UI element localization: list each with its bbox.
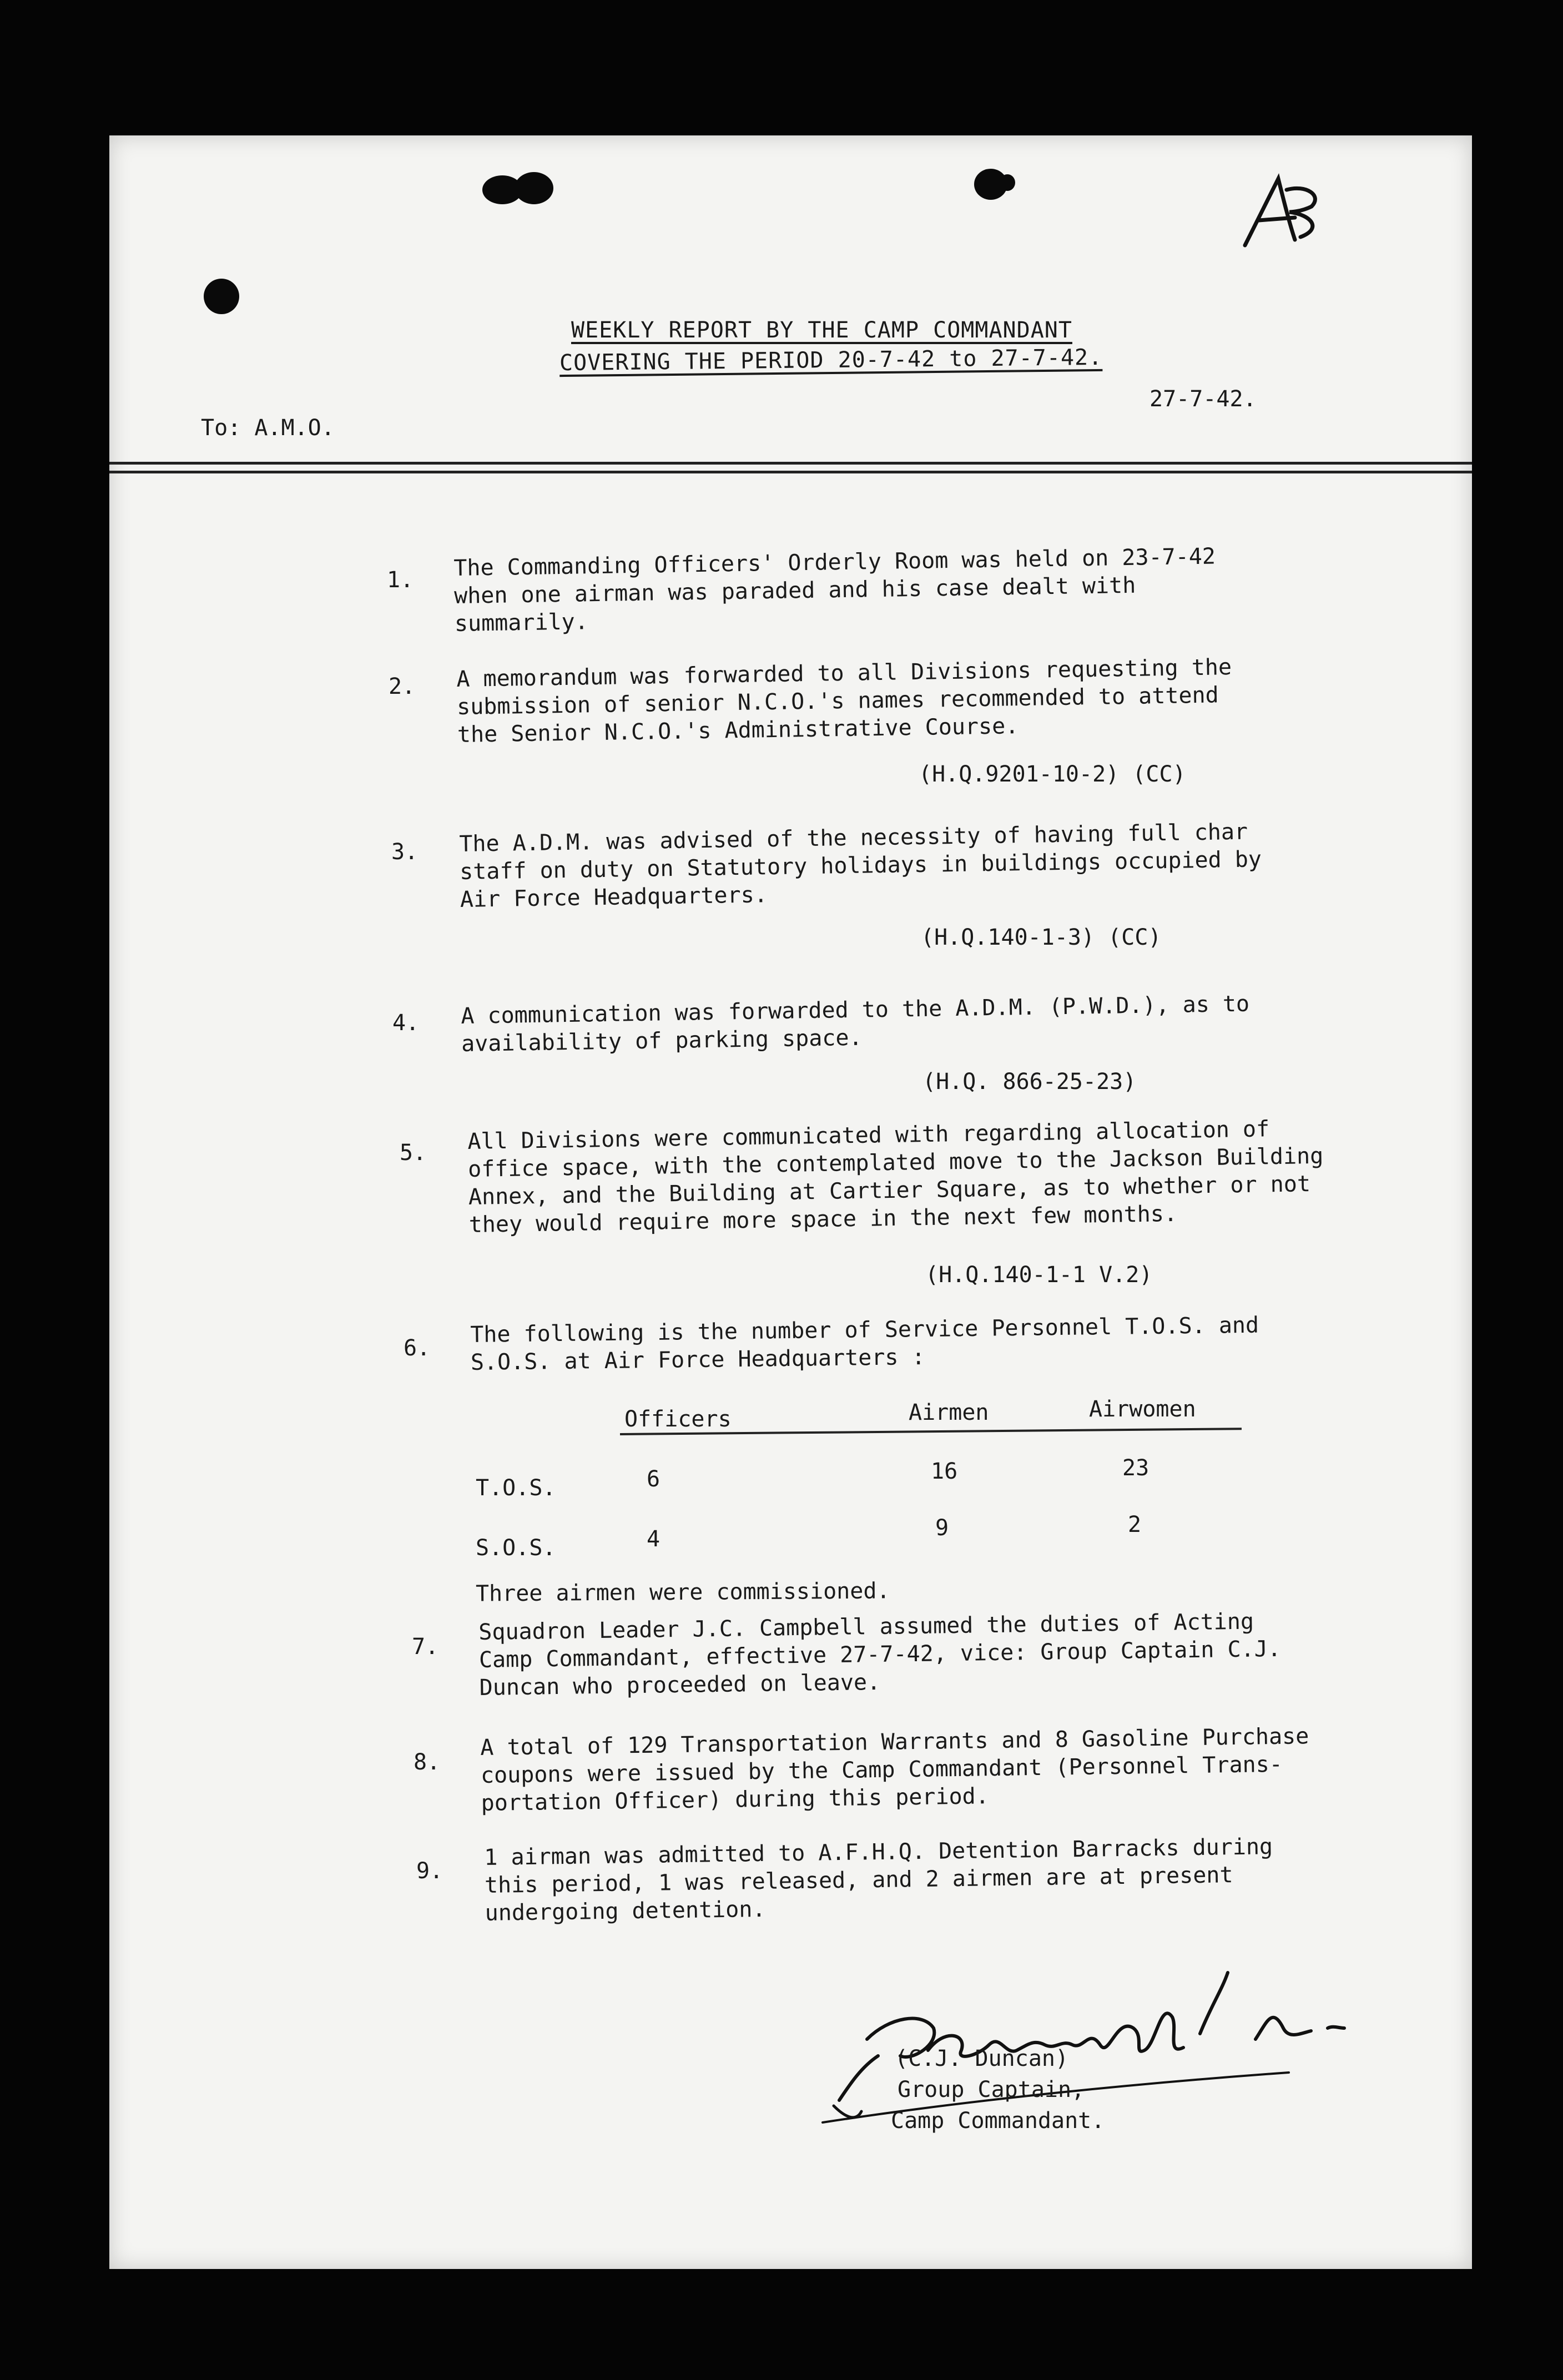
text-line: summarily.: [454, 609, 589, 637]
text-line: this period, 1 was released, and 2 airmen are at present: [484, 1862, 1233, 1898]
item-number: 2.: [389, 674, 416, 699]
text-line: submission of senior N.C.O.'s names recommended to attend: [456, 682, 1219, 720]
text-line: 1 airman was admitted to A.F.H.Q. Detention Barracks during: [484, 1834, 1273, 1870]
ink-blotch: [1000, 174, 1015, 191]
text-line: coupons were issued by the Camp Commandant (Personnel Trans-: [480, 1751, 1283, 1788]
divider-rule: [109, 471, 1472, 473]
text-line: A communication was forwarded to the A.D.M. (P.W.D.), as to: [461, 991, 1250, 1029]
item-9-text: [484, 1833, 1274, 1927]
cell-tos-officers: 6: [647, 1466, 661, 1492]
item-7-text: [478, 1607, 1282, 1702]
report-title-line2: COVERING THE PERIOD 20-7-42 to 27-7-42.: [559, 344, 1103, 376]
text-line: All Divisions were communicated with regarding allocation of: [467, 1116, 1270, 1154]
item-1-text: [453, 542, 1217, 638]
text-line: Annex, and the Building at Cartier Square, as to whether or not: [468, 1171, 1311, 1210]
text-line: Duncan who proceeded on leave.: [479, 1669, 881, 1701]
divider-rule: [109, 462, 1472, 465]
document-page: [109, 135, 1472, 2269]
table-header-airwomen: Airwomen: [1089, 1396, 1196, 1422]
item-3-text: [459, 818, 1262, 914]
item-number: 8.: [414, 1749, 441, 1775]
report-title-line1: WEEKLY REPORT BY THE CAMP COMMANDANT: [571, 317, 1072, 343]
item-number: 6.: [404, 1335, 431, 1361]
text-line: S.O.S. at Air Force Headquarters :: [470, 1344, 925, 1375]
cell-tos-airwomen: 23: [1122, 1455, 1149, 1481]
item-number: 7.: [412, 1634, 439, 1660]
signatory-position: Camp Commandant.: [891, 2108, 1105, 2134]
item-number: 9.: [416, 1858, 443, 1884]
cell-sos-officers: 4: [647, 1526, 661, 1552]
text-line: undergoing detention.: [485, 1896, 766, 1926]
table-header-officers: Officers: [624, 1406, 732, 1432]
report-date: 27-7-42.: [1149, 386, 1257, 412]
item-6-text: [470, 1312, 1259, 1376]
text-line: Air Force Headquarters.: [460, 882, 768, 912]
handwritten-initials: [1234, 168, 1328, 256]
text-line: The following is the number of Service Personnel T.O.S. and: [470, 1312, 1259, 1348]
text-line: office space, with the contemplated move to the Jackson Building: [467, 1143, 1324, 1182]
file-reference: (H.Q.140-1-3) (CC): [921, 925, 1162, 950]
item-5-text: [467, 1115, 1324, 1239]
text-line: portation Officer) during this period.: [481, 1783, 990, 1816]
cell-sos-airwomen: 2: [1128, 1512, 1142, 1537]
item-number: 4.: [392, 1010, 420, 1036]
item-4-text: [461, 990, 1250, 1058]
text-line: Squadron Leader J.C. Campbell assumed the duties of Acting: [478, 1608, 1254, 1645]
file-reference: (H.Q.140-1-1 V.2): [925, 1262, 1153, 1288]
file-reference: (H.Q.9201-10-2) (CC): [919, 762, 1186, 787]
text-line: Camp Commandant, effective 27-7-42, vice: Group Captain C.J.: [478, 1636, 1282, 1673]
text-line: when one airman was paraded and his case dealt with: [453, 572, 1136, 609]
text-line: the Senior N.C.O.'s Administrative Course.: [457, 713, 1019, 748]
ink-blotch: [515, 172, 553, 204]
item-8-text: [480, 1722, 1310, 1817]
signatory-rank: Group Captain,: [898, 2077, 1085, 2102]
text-line: they would require more space in the next few months.: [468, 1201, 1178, 1238]
text-line: availability of parking space.: [461, 1025, 863, 1057]
row-label-sos: S.O.S.: [476, 1535, 556, 1561]
item-6-note: Three airmen were commissioned.: [475, 1578, 890, 1607]
item-number: 5.: [400, 1140, 427, 1166]
item-number: 1.: [387, 567, 414, 593]
punch-hole: [204, 279, 239, 314]
file-reference: (H.Q. 866-25-23): [922, 1069, 1137, 1095]
text-line: A memorandum was forwarded to all Divisions requesting the: [456, 654, 1232, 692]
row-label-tos: T.O.S.: [476, 1475, 556, 1501]
item-2-text: [456, 653, 1233, 749]
cell-tos-airmen: 16: [931, 1459, 958, 1484]
text-line: staff on duty on Statutory holidays in buildings occupied by: [459, 846, 1262, 885]
cell-sos-airmen: 9: [935, 1515, 949, 1541]
item-number: 3.: [391, 839, 419, 865]
table-header-airmen: Airmen: [909, 1400, 989, 1425]
text-line: The A.D.M. was advised of the necessity of having full char: [459, 819, 1248, 857]
text-line: A total of 129 Transportation Warrants and 8 Gasoline Purchase: [480, 1723, 1309, 1761]
text-line: The Commanding Officers' Orderly Room was held on 23-7-42: [453, 543, 1216, 581]
addressee: To: A.M.O.: [201, 415, 335, 441]
signatory-name: (C.J. Duncan): [895, 2046, 1069, 2071]
